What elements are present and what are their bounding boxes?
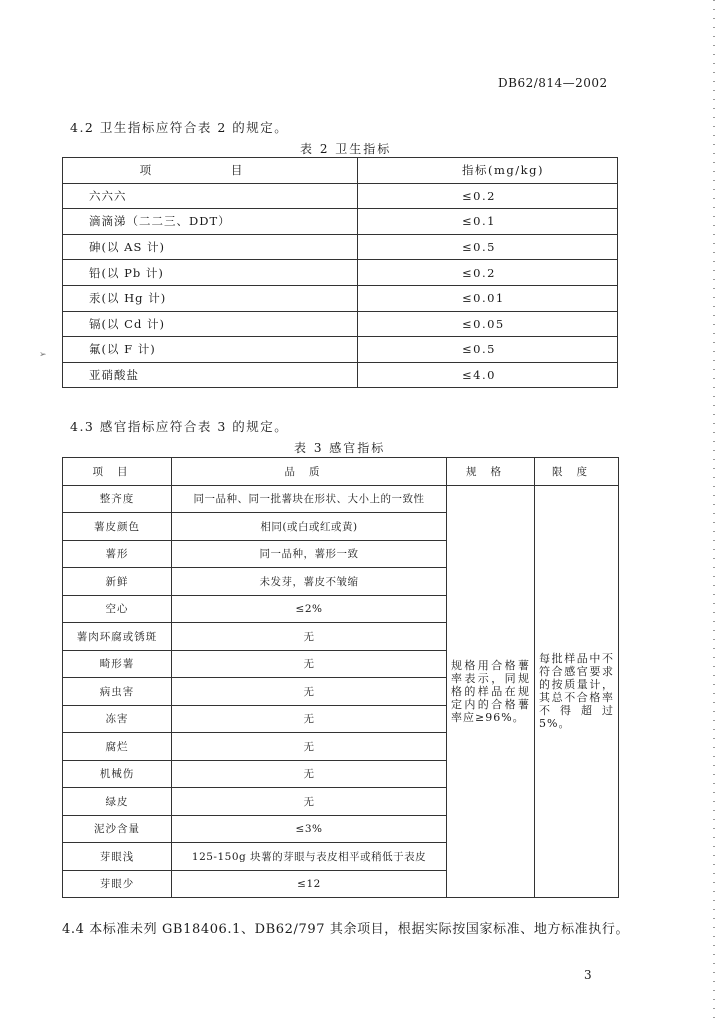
scan-artifact-mark: ➢	[39, 350, 47, 360]
quality-cell: 同一品种，薯形一致	[172, 540, 447, 568]
item-cell: 薯肉环腐或锈斑	[63, 623, 172, 651]
limit-cell: ≤0.2	[358, 260, 618, 286]
item-cell: 绿皮	[63, 788, 172, 816]
table-row	[63, 362, 618, 388]
item-cell: 芽眼少	[63, 870, 172, 898]
item-cell: 薯皮颜色	[63, 513, 172, 541]
spec-note-cell	[447, 485, 535, 898]
table-row	[63, 183, 618, 209]
item-cell: 滴滴涕（二二三、DDT）	[63, 209, 358, 235]
hygiene-index-table	[62, 157, 618, 388]
item-cell: 氟(以 F 计)	[63, 337, 358, 363]
column-header-item: 项 目	[63, 158, 358, 184]
quality-cell: 无	[172, 650, 447, 678]
scan-edge-marks	[713, 0, 715, 1024]
limit-cell: ≤0.5	[358, 337, 618, 363]
table-row	[63, 209, 618, 235]
table2-caption: 表 2 卫生指标	[300, 142, 392, 156]
item-cell: 镉(以 Cd 计)	[63, 311, 358, 337]
table-row	[63, 311, 618, 337]
clause-4-2: 4.2 卫生指标应符合表 2 的规定。	[70, 120, 289, 135]
item-cell: 亚硝酸盐	[63, 362, 358, 388]
item-cell: 新鲜	[63, 568, 172, 596]
table-row	[63, 285, 618, 311]
item-cell: 畸形薯	[63, 650, 172, 678]
quality-cell: 无	[172, 788, 447, 816]
column-header-quality: 品质	[172, 458, 447, 486]
item-cell: 泥沙含量	[63, 815, 172, 843]
item-cell: 砷(以 AS 计)	[63, 234, 358, 260]
item-cell: 六六六	[63, 183, 358, 209]
document-code: DB62/814—2002	[498, 76, 608, 90]
spec-note: 规格用合格薯率表示，同规格的样品在规定内的合格薯率应≥96%。	[451, 658, 530, 724]
quality-cell: 125-150g 块薯的芽眼与表皮相平或稍低于表皮	[172, 843, 447, 871]
item-cell: 整齐度	[63, 485, 172, 513]
column-header-spec: 规格	[447, 458, 535, 486]
sensory-index-table	[62, 457, 619, 898]
limit-cell: ≤0.01	[358, 285, 618, 311]
item-cell: 冻害	[63, 705, 172, 733]
quality-cell: 相同(或白或红或黄)	[172, 513, 447, 541]
item-cell: 汞(以 Hg 计)	[63, 285, 358, 311]
limit-note-cell	[535, 485, 619, 898]
clause-4-3: 4.3 感官指标应符合表 3 的规定。	[70, 419, 289, 434]
table-row	[63, 337, 618, 363]
table3-caption: 表 3 感官指标	[294, 441, 386, 455]
item-cell: 铅(以 Pb 计)	[63, 260, 358, 286]
limit-cell: ≤0.1	[358, 209, 618, 235]
item-cell: 空心	[63, 595, 172, 623]
table-row	[63, 485, 619, 513]
quality-cell: ≤2%	[172, 595, 447, 623]
column-header-limit: 指标(mg/kg)	[358, 158, 618, 184]
limit-cell: ≤0.5	[358, 234, 618, 260]
item-cell: 腐烂	[63, 733, 172, 761]
quality-cell: 无	[172, 678, 447, 706]
table-row	[63, 260, 618, 286]
limit-cell: ≤4.0	[358, 362, 618, 388]
item-cell: 病虫害	[63, 678, 172, 706]
quality-cell: 未发芽，薯皮不皱缩	[172, 568, 447, 596]
limit-cell: ≤0.2	[358, 183, 618, 209]
quality-cell: 同一品种、同一批薯块在形状、大小上的一致性	[172, 485, 447, 513]
quality-cell: ≤12	[172, 870, 447, 898]
clause-4-4: 4.4 本标准未列 GB18406.1、DB62/797 其余项目，根据实际按国家标准、地方标准执行。	[62, 922, 630, 937]
column-header-limit: 限度	[535, 458, 619, 486]
quality-cell: ≤3%	[172, 815, 447, 843]
table-header-row	[63, 458, 619, 486]
item-cell: 薯形	[63, 540, 172, 568]
quality-cell: 无	[172, 733, 447, 761]
quality-cell: 无	[172, 623, 447, 651]
item-cell: 芽眼浅	[63, 843, 172, 871]
page-number: 3	[584, 968, 592, 982]
limit-note: 每批样品中不符合感官要求的按质量计，其总不合格率不得超过 5%。	[539, 652, 614, 731]
table-header-row	[63, 158, 618, 184]
table-row	[63, 234, 618, 260]
item-cell: 机械伤	[63, 760, 172, 788]
quality-cell: 无	[172, 705, 447, 733]
column-header-item: 项目	[63, 458, 172, 486]
quality-cell: 无	[172, 760, 447, 788]
limit-cell: ≤0.05	[358, 311, 618, 337]
